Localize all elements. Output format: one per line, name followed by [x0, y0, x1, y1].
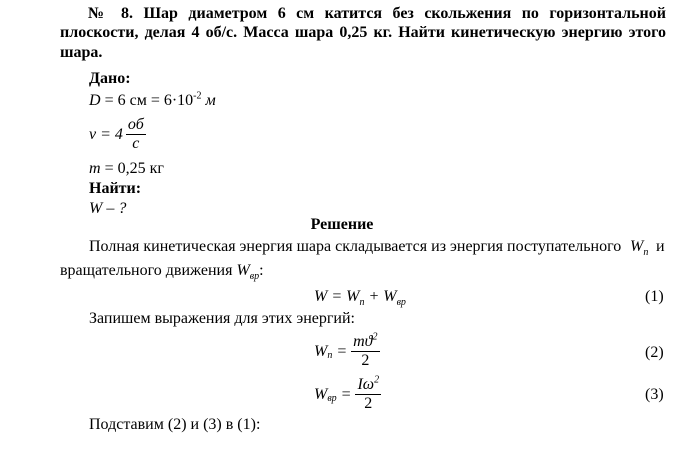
mass-symbol: m [89, 160, 101, 177]
equation-2: W п = $\frac{mϑ^2}{2}$ [314, 331, 378, 369]
equation-2-number: (2) [645, 344, 664, 361]
eq2-numerator: mϑ [353, 333, 373, 350]
eq3-fraction [355, 376, 381, 413]
equation-1 [314, 288, 406, 309]
eq2-w: W [314, 342, 328, 360]
eq1-sub1: п [359, 297, 365, 309]
equation-3-number: (3) [645, 386, 664, 403]
eq3-exponent: 2 [374, 374, 380, 386]
paragraph-1b-colon: : [259, 262, 264, 279]
diameter-value: = 6 см = 6·10 [100, 92, 194, 109]
eq3-numerator: Iω [357, 376, 375, 393]
find-heading: Найти: [89, 180, 142, 197]
diameter-symbol: D [89, 92, 101, 109]
paragraph-1-and: и [656, 238, 665, 255]
eq1-plus: + W [364, 288, 397, 305]
mass-value: = 0,25 кг [100, 160, 164, 177]
wp-subscript: п [643, 247, 649, 259]
eq3-denominator: 2 [364, 395, 373, 412]
problem-line-1: № 8. Шар диаметром 6 см катится без скольжения по горизонтальной [88, 5, 666, 22]
frequency-unit-denominator: с [132, 135, 140, 152]
eq1-sub2: вр [396, 297, 406, 309]
given-diameter [89, 92, 216, 110]
frequency-unit-numerator: об [127, 116, 144, 133]
paragraph-1-text: Полная кинетическая энергия шара складывается из энергия поступательного [89, 238, 622, 255]
paragraph-1-wp [630, 238, 649, 259]
eq3-equals: = [336, 385, 356, 403]
wvr-subscript: вр [249, 271, 260, 283]
frequency-unit-fraction [126, 116, 146, 153]
eq2-exponent: 2 [372, 331, 378, 343]
eq2-denominator: 2 [361, 352, 370, 369]
problem-line-3: шара. [60, 44, 103, 61]
solution-paragraph-1 [89, 238, 621, 256]
given-heading: Дано: [89, 70, 131, 87]
solution-paragraph-2: Запишем выражения для этих энергий: [89, 310, 355, 327]
wp-symbol: W [630, 238, 644, 255]
frequency-value: ν = 4 [89, 125, 123, 143]
equation-3: W вр = $\frac{I\omega^2}{2}$ [314, 374, 380, 412]
given-mass [89, 160, 164, 178]
paragraph-1b-text: вращательного движения [60, 262, 233, 279]
wvr-symbol: W [236, 262, 250, 279]
eq2-equals: = [332, 342, 352, 360]
diameter-unit: м [201, 92, 216, 109]
given-frequency [89, 116, 146, 153]
diameter-exponent: -2 [193, 90, 202, 102]
eq1-lhs: W = W [314, 288, 360, 305]
solution-heading: Решение [310, 216, 374, 233]
eq2-fraction [351, 333, 379, 370]
problem-statement [88, 4, 666, 23]
find-value: W – ? [89, 200, 127, 217]
solution-paragraph-1b [60, 262, 264, 283]
problem-line-2: плоскости, делая 4 об/с. Масса шара 0,25 кг. Найти кинетическую энергию этого [60, 24, 666, 41]
solution-paragraph-3: Подставим (2) и (3) в (1): [89, 416, 261, 433]
eq3-w: W [314, 385, 328, 403]
equation-1-number: (1) [645, 288, 664, 305]
